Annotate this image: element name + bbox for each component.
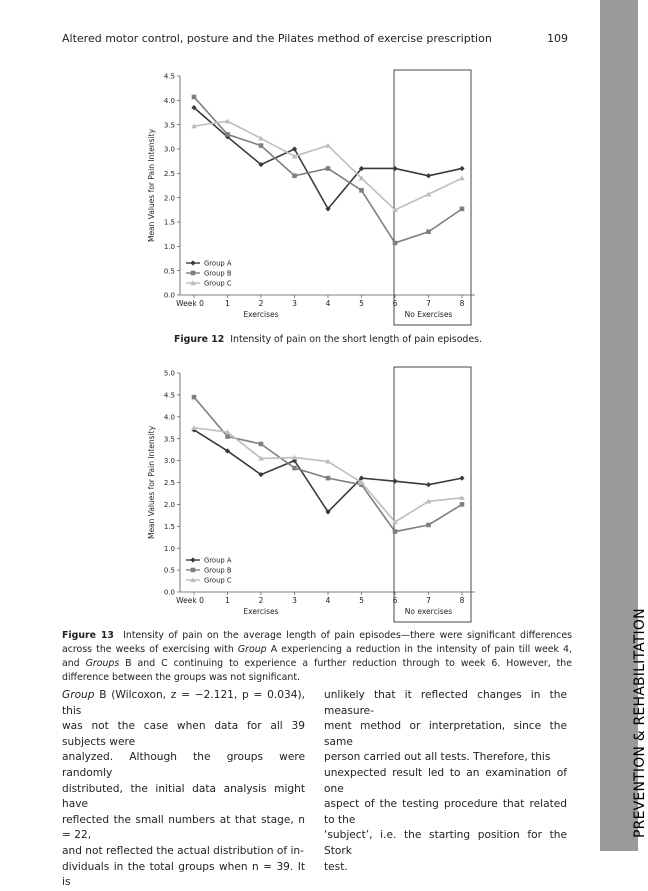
data-point: [426, 523, 431, 528]
data-point: [292, 466, 297, 471]
data-point: [459, 476, 464, 481]
body-right-line: unexpected result led to an examination of one: [324, 766, 567, 795]
data-point: [426, 173, 431, 178]
data-point: [460, 207, 465, 212]
x-tick-label: 8: [459, 596, 465, 605]
x-tick-label: 4: [325, 299, 331, 308]
x-axis-label-exercises: Exercises: [243, 607, 279, 616]
data-point: [292, 173, 297, 178]
data-point: [460, 502, 465, 507]
y-tick-label: 0.5: [163, 566, 175, 575]
data-point: [326, 166, 331, 171]
legend-entry: Group B: [204, 566, 232, 575]
no-exercise-highlight-box: [394, 367, 471, 622]
figure-13-svg: [140, 365, 480, 627]
body-left-line: was not the case when data for all 39 subjects were: [62, 720, 305, 748]
figure-12-chart: [140, 68, 480, 328]
legend-entry: Group A: [204, 259, 232, 268]
y-tick-label: 1.5: [163, 218, 175, 227]
figure-12-svg: [140, 68, 480, 328]
x-tick-label: 6: [392, 596, 398, 605]
data-point: [192, 395, 197, 400]
legend-marker: [190, 557, 195, 562]
page-number: 109: [547, 32, 568, 45]
data-point: [192, 95, 197, 100]
x-tick-label: 7: [426, 299, 431, 308]
data-point: [393, 241, 398, 246]
body-left-line: and not reflected the actual distribution of in-: [62, 844, 304, 857]
y-tick-label: 4.0: [163, 413, 175, 422]
x-tick-label: 7: [426, 596, 431, 605]
data-point: [459, 175, 465, 180]
x-tick-label: 4: [325, 596, 331, 605]
data-point: [225, 434, 230, 439]
figure-13-text-1: Intensity of pain on the average length of pain episodes—there were significant differences across the weeks of exercising with: [62, 630, 572, 655]
y-tick-label: 4.0: [163, 96, 175, 105]
y-tick-label: 3.5: [163, 121, 175, 130]
running-header: [62, 32, 568, 45]
y-tick-label: 3.0: [163, 145, 175, 154]
body-right-line: ment method or interpretation, since the same: [324, 720, 567, 748]
body-right-line: person carried out all tests. Therefore, this: [324, 751, 551, 764]
series-group-c: [191, 118, 465, 212]
legend-marker: [191, 568, 196, 573]
data-point: [426, 482, 431, 487]
y-tick-label: 0.0: [163, 588, 175, 597]
data-point: [259, 143, 264, 148]
body-right-line: test.: [324, 860, 348, 873]
y-tick-label: 2.5: [163, 169, 175, 178]
body-column-right: [324, 688, 567, 875]
series-line: [194, 428, 462, 522]
y-tick-label: 2.0: [163, 194, 175, 203]
data-point: [392, 166, 397, 171]
data-point: [325, 143, 331, 148]
y-tick-label: 1.0: [163, 544, 175, 553]
body-left-line: distributed, the initial data analysis might have: [62, 782, 305, 811]
y-tick-label: 1.0: [163, 242, 175, 251]
x-tick-label: 3: [292, 596, 297, 605]
data-point: [392, 479, 397, 484]
figure-13-caption: [62, 629, 572, 685]
y-axis-label: Mean Values for Pain Intensity: [147, 425, 156, 540]
data-point: [459, 166, 464, 171]
body-left-italic: Group: [62, 689, 95, 701]
x-tick-label: 1: [225, 596, 230, 605]
figure-13-groups-word: Groups: [85, 658, 120, 669]
series-line: [194, 108, 462, 209]
x-tick-label: 1: [225, 299, 230, 308]
x-tick-label: 8: [459, 299, 465, 308]
body-right-line: aspect of the testing procedure that related to the: [324, 798, 567, 826]
x-tick-label: 2: [258, 596, 264, 605]
data-point: [326, 476, 331, 481]
y-tick-label: 1.5: [163, 522, 175, 531]
figure-12-label: Figure 12: [174, 334, 225, 345]
figure-13-text-3: B and C continuing to experience a further reduction through to week 6. However, the difference between the groups was not significant.: [62, 658, 573, 683]
y-tick-label: 3.0: [163, 457, 175, 466]
figure-13-group-a-letter: A: [266, 644, 278, 655]
x-tick-label: 5: [359, 596, 364, 605]
data-point: [426, 229, 431, 234]
y-tick-label: 4.5: [163, 391, 175, 400]
no-exercise-highlight-box: [394, 70, 471, 325]
y-tick-label: 2.0: [163, 501, 175, 509]
x-tick-label: 6: [392, 299, 398, 308]
legend-marker: [191, 271, 196, 276]
figure-13-group-a-word: Group: [237, 644, 267, 655]
data-point: [359, 188, 364, 193]
figure-12-text: Intensity of pain on the short length of pain episodes.: [230, 334, 483, 345]
series-group-a: [191, 427, 464, 514]
data-point: [225, 132, 230, 137]
body-left-line: analyzed. Although the groups were randomly: [62, 751, 305, 779]
y-tick-label: 0.5: [163, 267, 175, 276]
figure-13-chart: [140, 365, 480, 627]
section-sidebar-label: PREVENTION & REHABILITATION: [632, 608, 648, 838]
series-group-b: [192, 95, 465, 246]
y-tick-label: 0.0: [163, 291, 175, 300]
y-axis-label: Mean Values for Pain Intensity: [147, 128, 156, 243]
series-line: [194, 121, 462, 210]
legend-entry: Group A: [204, 556, 232, 565]
x-tick-label: 2: [258, 299, 264, 308]
legend-entry: Group B: [204, 269, 232, 278]
body-left-line: dividuals in the total groups when n = 39. It is: [62, 860, 305, 889]
body-left-line: [62, 688, 305, 719]
x-tick-label: 3: [292, 299, 297, 308]
body-right-line: ‘subject’, i.e. the starting position for the Stork: [324, 829, 567, 857]
data-point: [393, 529, 398, 534]
body-right-line: unlikely that it reflected changes in the measure-: [324, 689, 567, 717]
legend-entry: Group C: [204, 576, 232, 585]
legend-marker: [190, 260, 195, 265]
running-title: Altered motor control, posture and the Pilates method of exercise prescription: [62, 32, 492, 45]
y-tick-label: 5.0: [163, 369, 175, 378]
series-group-a: [191, 105, 464, 211]
legend-entry: Group C: [204, 279, 232, 288]
x-tick-label: Week 0: [176, 596, 204, 605]
body-left-text: B (Wilcoxon, z = −2.121, p = 0.034), this: [62, 689, 305, 717]
x-axis-label-exercises: Exercises: [243, 310, 279, 319]
figure-13-label: Figure 13: [62, 630, 114, 641]
x-tick-label: 5: [359, 299, 364, 308]
data-point: [259, 442, 264, 447]
x-tick-label: Week 0: [176, 299, 204, 308]
y-tick-label: 2.5: [163, 479, 175, 488]
figure-13-text-2: experiencing a reduction in the intensity of pain till week 4, and: [62, 644, 572, 669]
figure-12-caption: [174, 333, 494, 347]
series-group-c: [191, 425, 465, 524]
x-axis-label-no-exercises: No Exercises: [404, 310, 453, 319]
x-axis-label-no-exercises: No exercises: [404, 607, 453, 616]
y-tick-label: 3.5: [163, 435, 175, 444]
body-left-line: reflected the small numbers at that stage, n = 22,: [62, 813, 305, 842]
y-tick-label: 4.5: [163, 72, 175, 81]
series-line: [194, 430, 462, 512]
body-column-left: [62, 688, 305, 891]
